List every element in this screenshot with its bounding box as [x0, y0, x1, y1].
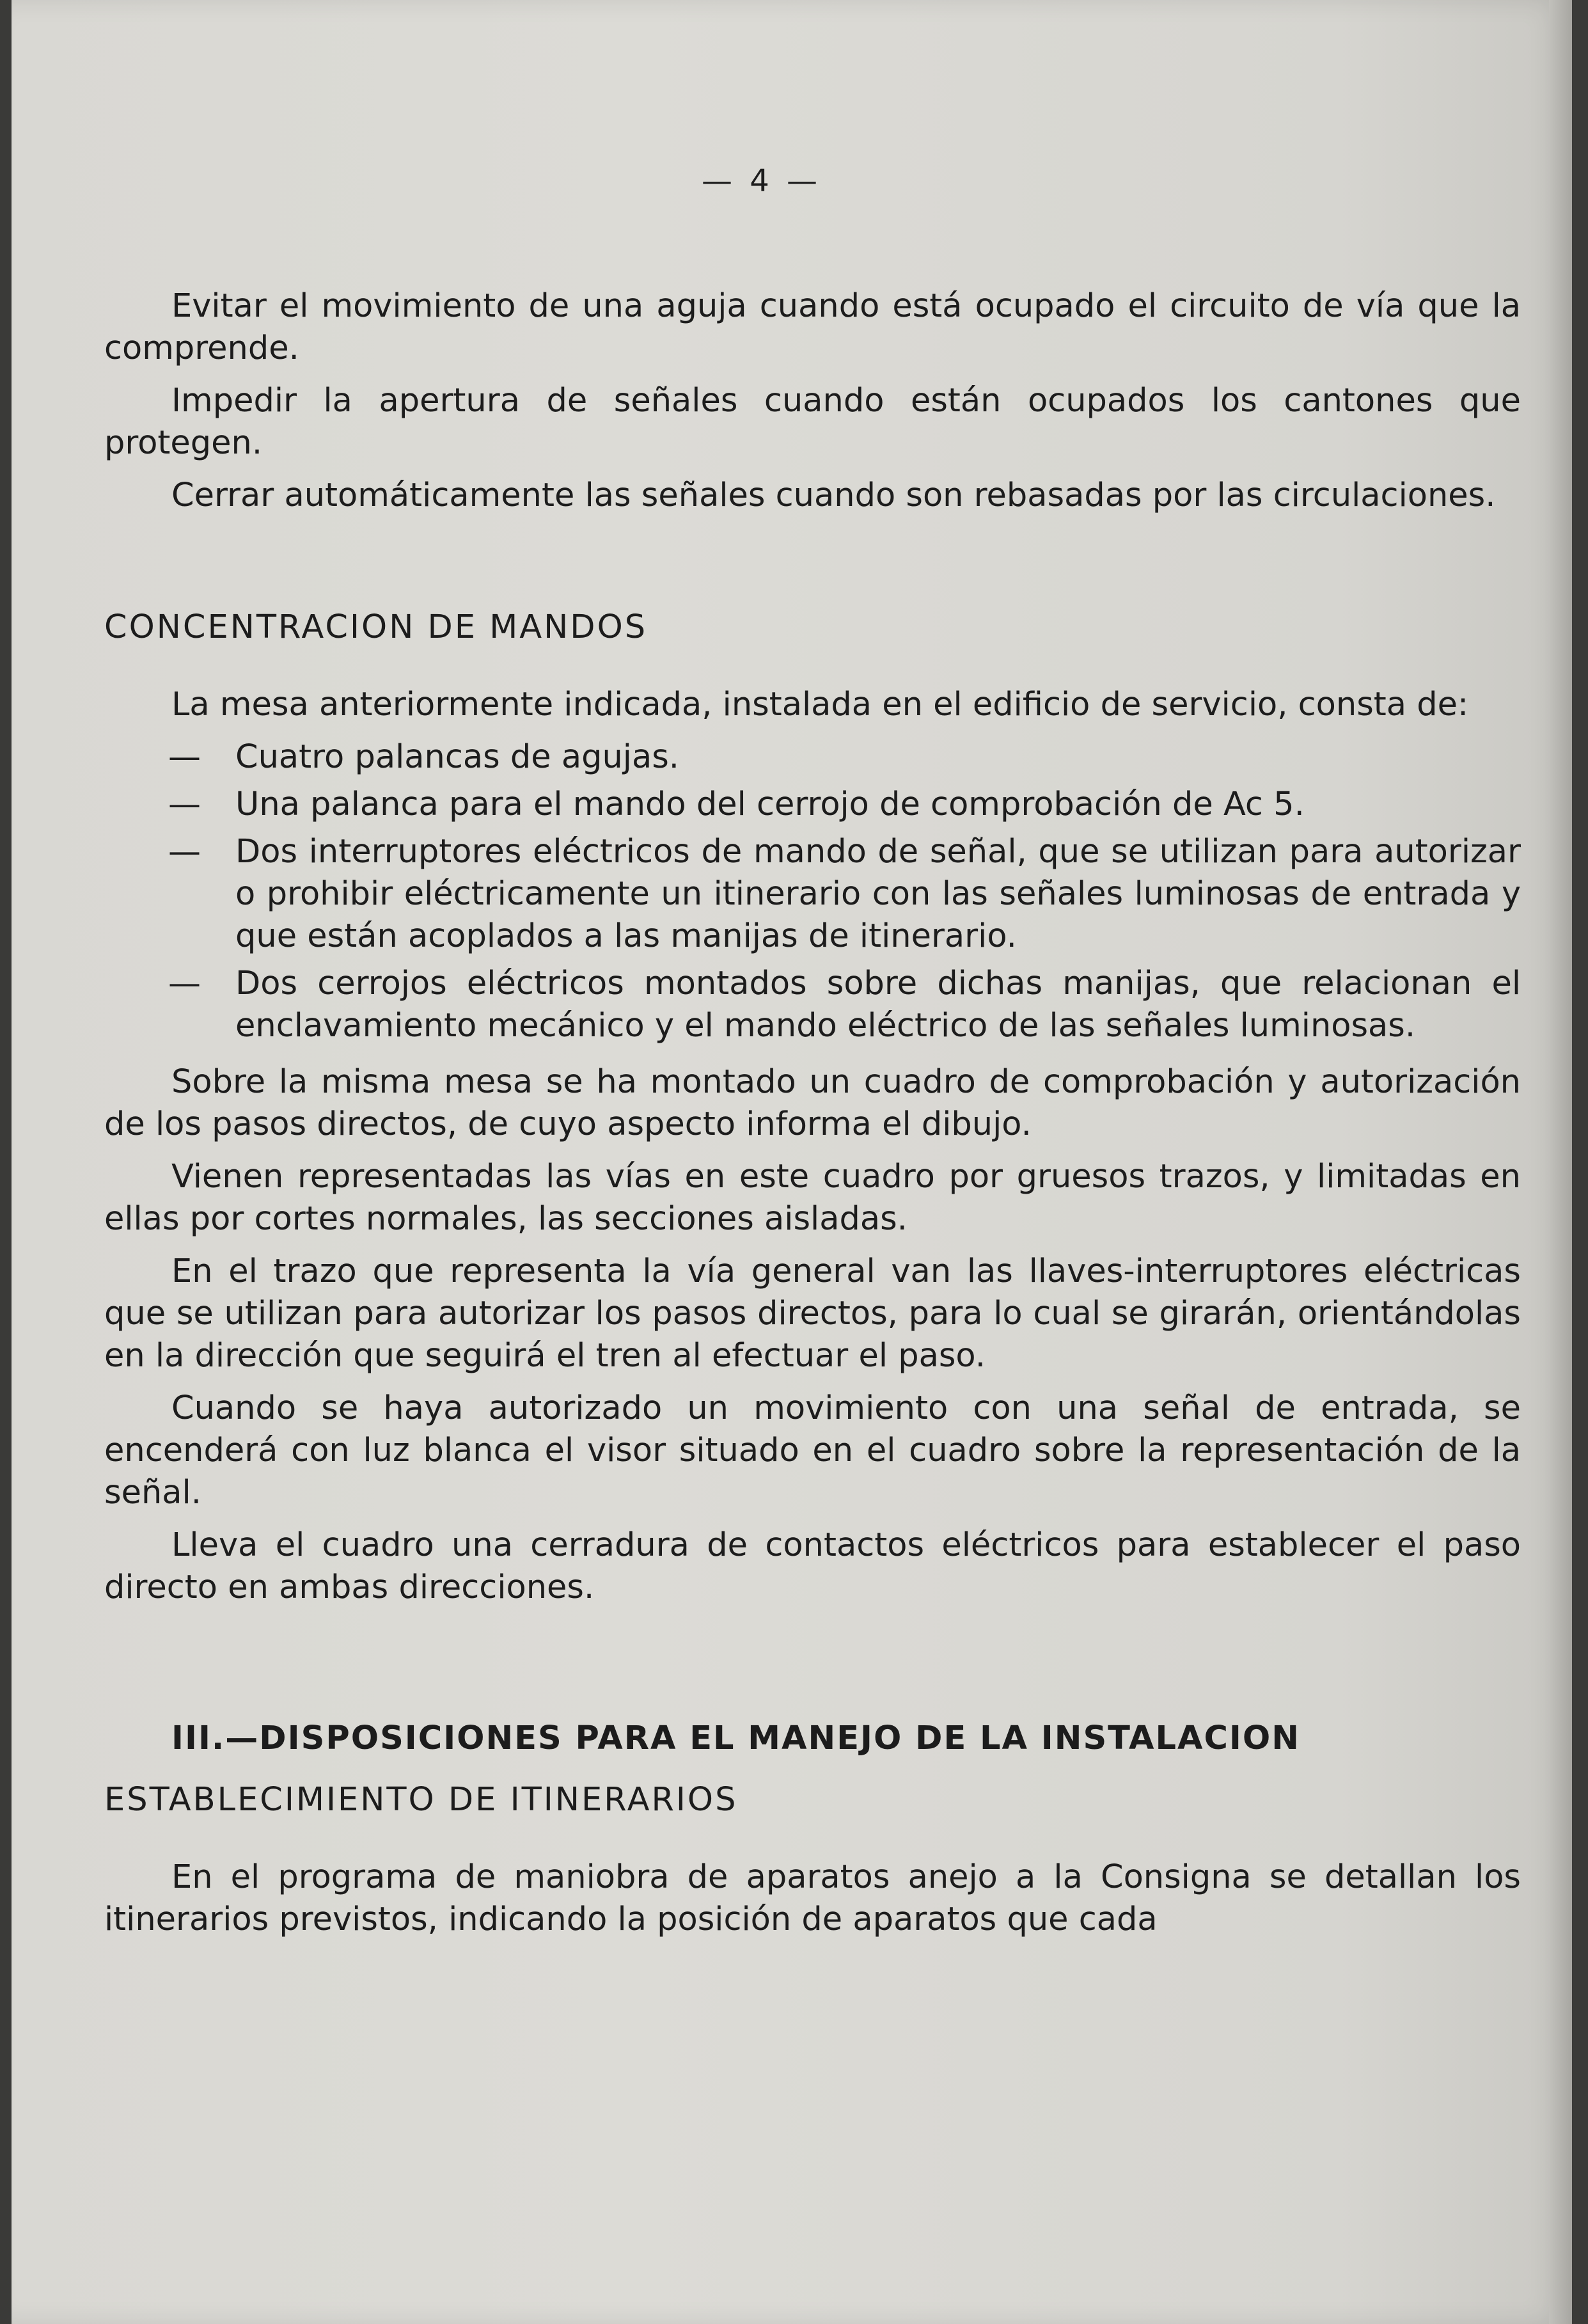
list-dash: —	[168, 786, 201, 823]
page-content	[104, 160, 1521, 1951]
paragraph-cerrar: Cerrar automáticamente las señales cuando son rebasadas por las circulaciones.	[171, 477, 1496, 514]
list-item	[104, 736, 1521, 779]
components-list	[104, 736, 1521, 1047]
paragraph-cuando: Cuando se haya autorizado un movimiento con una señal de entrada, se encenderá con luz blanca el visor situado en el cuadro sobre la representación de la señal.	[104, 1389, 1521, 1512]
list-item	[104, 784, 1521, 826]
list-item-text: Dos cerrojos eléctricos montados sobre dichas manijas, que relacionan el enclavamiento mecánico y el mando eléctrico de las señales luminosas.	[235, 965, 1521, 1045]
paragraph-evitar: Evitar el movimiento de una aguja cuando está ocupado el circuito de vía que la comprende.	[104, 287, 1521, 367]
list-item-text: Dos interruptores eléctricos de mando de señal, que se utilizan para autorizar o prohibir eléctricamente un itinerario con las señales luminosas de entrada y que están acoplados a las manijas de itinerario.	[235, 833, 1521, 955]
page-number: — 4 —	[701, 163, 822, 199]
heading-concentracion-de-mandos: CONCENTRACION DE MANDOS	[104, 608, 648, 646]
paragraph-trazo: En el trazo que representa la vía general van las llaves-interruptores eléctricas que se utilizan para autorizar los pasos directos, para lo cual se girarán, orientándolas en la dirección que seguirá el tren al efectuar el paso.	[104, 1253, 1521, 1375]
paragraph-lleva: Lleva el cuadro una cerradura de contactos eléctricos para establecer el paso directo en ambas direcciones.	[104, 1526, 1521, 1606]
section-title-disposiciones: III.—DISPOSICIONES PARA EL MANEJO DE LA INSTALACION	[171, 1719, 1300, 1757]
document-page	[12, 0, 1572, 2324]
list-item-text: Cuatro palancas de agujas.	[235, 738, 680, 776]
page-edge	[1549, 0, 1572, 2324]
paragraph-sobre: Sobre la misma mesa se ha montado un cuadro de comprobación y autorización de los pasos directos, de cuyo aspecto informa el dibujo.	[104, 1063, 1521, 1143]
paragraph-impedir: Impedir la apertura de señales cuando están ocupados los cantones que protegen.	[104, 382, 1521, 462]
list-item	[104, 963, 1521, 1047]
list-dash: —	[168, 833, 201, 871]
paragraph-vienen: Vienen representadas las vías en este cuadro por gruesos trazos, y limitadas en ellas por cortes normales, las secciones aisladas.	[104, 1158, 1521, 1238]
list-item-text: Una palanca para el mando del cerrojo de comprobación de Ac 5.	[235, 786, 1305, 823]
heading-establecimiento-de-itinerarios: ESTABLECIMIENTO DE ITINERARIOS	[104, 1781, 738, 1819]
list-item	[104, 831, 1521, 958]
paragraph-mesa: La mesa anteriormente indicada, instalada en el edificio de servicio, consta de:	[171, 686, 1469, 723]
list-dash: —	[168, 738, 201, 776]
paragraph-programa: En el programa de maniobra de aparatos anejo a la Consigna se detallan los itinerarios previstos, indicando la posición de aparatos que cada	[104, 1858, 1521, 1938]
list-dash: —	[168, 965, 201, 1002]
